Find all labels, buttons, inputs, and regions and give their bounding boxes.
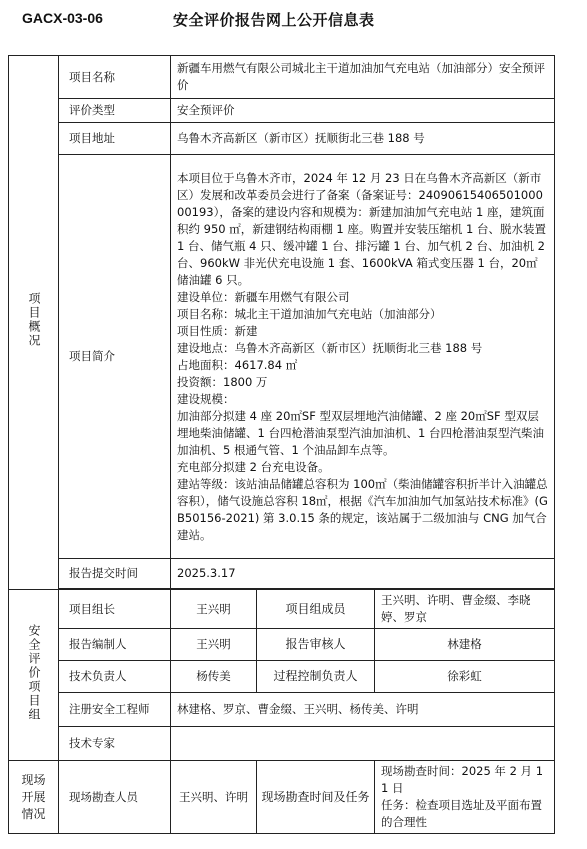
engineers-label: 注册安全工程师 bbox=[59, 693, 171, 727]
leader-value: 王兴明 bbox=[171, 590, 257, 629]
document-title: 安全评价报告网上公开信息表 bbox=[173, 11, 375, 29]
reviewer-label: 报告审核人 bbox=[257, 629, 375, 661]
intro-line: 建设单位：新疆车用燃气有限公司 bbox=[177, 289, 350, 304]
tech-lead-value: 杨传美 bbox=[171, 661, 257, 693]
leader-label: 项目组长 bbox=[59, 590, 171, 629]
intro-line: 项目性质：新建 bbox=[177, 323, 258, 338]
eval-type-label: 评价类型 bbox=[59, 99, 171, 123]
intro-line: 建站等级：该站油品储罐总容积为 100㎡（柴油储罐容积折半计入油罐总容积），储气设施总容积 18㎡，根据《汽车加油加气加氢站技术标准》(GB50156-2021) 第 3.0.15 条的规定，该站属于二级加油与 CNG 加气合建站。 bbox=[177, 476, 548, 542]
project-name-label: 项目名称 bbox=[59, 56, 171, 99]
experts-value bbox=[171, 727, 555, 761]
experts-label: 技术专家 bbox=[59, 727, 171, 761]
section-site-label: 现场开展情况 bbox=[9, 761, 59, 834]
project-name-value: 新疆车用燃气有限公司城北主干道加油加气充电站（加油部分）安全预评价 bbox=[171, 56, 555, 99]
intro-line: 建设规模： bbox=[177, 391, 235, 406]
info-table bbox=[8, 55, 555, 834]
intro-content bbox=[171, 155, 555, 559]
tech-lead-label: 技术负责人 bbox=[59, 661, 171, 693]
intro-line: 建设地点：乌鲁木齐高新区（新市区）抚顺街北三巷 188 号 bbox=[177, 340, 483, 355]
engineers-value: 林建格、罗京、曹金缀、王兴明、杨传美、许明 bbox=[171, 693, 555, 727]
section-overview-label: 项目概况 bbox=[9, 56, 59, 590]
members-value: 王兴明、许明、曹金缀、李晓婷、罗京 bbox=[375, 590, 555, 629]
author-value: 王兴明 bbox=[171, 629, 257, 661]
author-label: 报告编制人 bbox=[59, 629, 171, 661]
intro-line: 占地面积：4617.84 ㎡ bbox=[177, 357, 298, 372]
submit-time-label: 报告提交时间 bbox=[59, 559, 171, 589]
inspection-time: 现场勘查时间：2025 年 2 月 11 日 bbox=[381, 764, 544, 795]
submit-time-value: 2025.3.17 bbox=[171, 559, 555, 589]
time-task-label: 现场勘查时间及任务 bbox=[257, 761, 375, 834]
section-team-label: 安全评价项目组 bbox=[9, 590, 59, 761]
process-lead-label: 过程控制负责人 bbox=[257, 661, 375, 693]
inspectors-value: 王兴明、许明 bbox=[171, 761, 257, 834]
address-label: 项目地址 bbox=[59, 123, 171, 155]
eval-type-value: 安全预评价 bbox=[171, 99, 555, 123]
inspection-task: 任务：检查项目选址及平面布置的合理性 bbox=[381, 798, 542, 829]
process-lead-value: 徐彩虹 bbox=[375, 661, 555, 693]
intro-line: 投资额：1800 万 bbox=[177, 374, 268, 389]
time-task-value bbox=[375, 761, 555, 834]
intro-line: 加油部分拟建 4 座 20㎡SF 型双层埋地汽油储罐、2 座 20㎡SF 型双层埋地柴油储罐、1 台四枪潜油泵型汽油加油机、1 台四枪潜油泵型汽柴油加油机、5 根通气管、1 个油品卸车点等。 bbox=[177, 408, 544, 457]
intro-line: 充电部分拟建 2 台充电设备。 bbox=[177, 459, 330, 474]
intro-line: 本项目位于乌鲁木齐市，2024 年 12 月 23 日在乌鲁木齐高新区（新市区）发展和改革委员会进行了备案（备案证号：2409061540650100000193），备案的建设内容和规模为：新建加油加气充电站 1 座，建筑面积约 950 ㎡，新建钢结构雨棚 1 座。购置并安装压缩机 1 台、脱水装置 1 台、储气瓶 4 只、缓冲罐 1 台、排污罐 1 台、加气机 2 台、加油机 2 台、960kW 非光伏充电设施 1 套、1600kVA 箱式变压器 1 台，20㎡ 储油罐 6 只。 bbox=[177, 170, 547, 287]
reviewer-value: 林建格 bbox=[375, 629, 555, 661]
inspectors-label: 现场勘查人员 bbox=[59, 761, 171, 834]
document-code: GACX-03-06 bbox=[22, 10, 103, 26]
members-label: 项目组成员 bbox=[257, 590, 375, 629]
intro-label: 项目简介 bbox=[59, 155, 171, 559]
address-value: 乌鲁木齐高新区（新市区）抚顺街北三巷 188 号 bbox=[171, 123, 555, 155]
intro-line: 项目名称：城北主干道加油加气充电站（加油部分） bbox=[177, 306, 442, 321]
